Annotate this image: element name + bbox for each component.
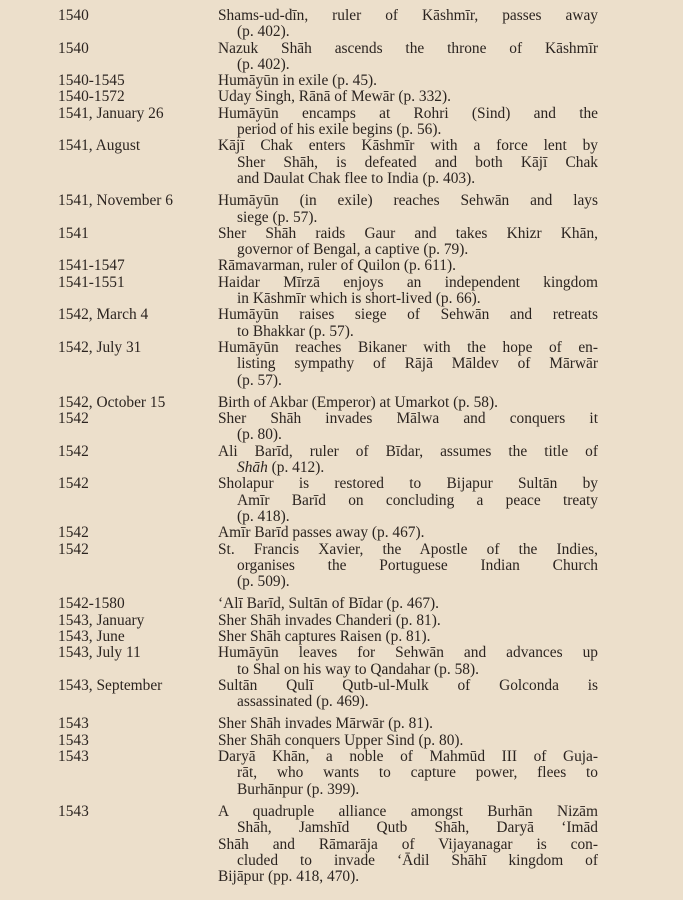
- entry-description: [218, 193, 598, 226]
- chronology-entry: [58, 41, 598, 74]
- entry-description: [218, 613, 598, 629]
- chronology-entry: [58, 275, 598, 308]
- entry-line: organises the Portuguese Indian Church: [237, 556, 598, 574]
- chronology-entry: [58, 138, 598, 187]
- entry-line: Shāh and Rāmarāja of Vijayanagar is con-: [218, 835, 598, 853]
- entry-line: Humāyūn (in exile) reaches Sehwān and lays: [218, 192, 598, 210]
- entry-line: Bijāpur (pp. 418, 470).: [218, 868, 360, 886]
- entry-date: 1543: [58, 715, 89, 733]
- entry-line: (p. 402).: [237, 55, 290, 73]
- entry-description: [218, 73, 598, 89]
- entry-line: Amīr Barīd on concluding a peace treaty: [237, 491, 598, 509]
- entry-line: assassinated (p. 469).: [237, 693, 369, 711]
- entry-line: Burhānpur (p. 399).: [237, 780, 360, 798]
- entry-line: Humāyūn leaves for Sehwān and advances up: [218, 644, 598, 662]
- chronology-entry: [58, 749, 598, 798]
- chronology-entry: [58, 8, 598, 41]
- entry-date: 1542: [58, 540, 89, 558]
- entry-description: [218, 733, 598, 749]
- entry-description: [218, 476, 598, 525]
- entry-line: siege (p. 57).: [237, 208, 318, 226]
- entry-date: 1543: [58, 731, 89, 749]
- entry-line: Shāh, Jamshīd Qutb Shāh, Daryā ‘Imād: [237, 819, 598, 837]
- entry-line: Sher Shāh invades Chanderi (p. 81).: [218, 611, 441, 629]
- entry-description: [218, 749, 598, 798]
- entry-line: Sher Shāh invades Mārwār (p. 81).: [218, 715, 433, 733]
- entry-line: Uday Singh, Rānā of Mewār (p. 332).: [218, 88, 451, 106]
- entry-line: cluded to invade ‘Ādil Shāhī kingdom of: [237, 851, 598, 869]
- chronology-entry: [58, 89, 598, 105]
- entry-line: Humāyūn reaches Bikaner with the hope of en-: [218, 338, 598, 356]
- chronology-entry: [58, 73, 598, 89]
- entry-description: [218, 106, 598, 139]
- entry-line: Sher Shāh conquers Upper Sind (p. 80).: [218, 731, 464, 749]
- chronology-entry: [58, 596, 598, 612]
- entry-line: Amīr Barīd passes away (p. 467).: [218, 524, 425, 542]
- chronology-entry: [58, 476, 598, 525]
- chronology-entry: [58, 395, 598, 411]
- entry-line: listing sympathy of Rājā Māldev of Mārwār: [237, 355, 598, 373]
- chronology-entry: [58, 226, 598, 259]
- entry-date: 1541, January 26: [58, 104, 164, 122]
- entry-date: 1543, January: [58, 611, 145, 629]
- entry-line: Humāyūn raises siege of Sehwān and retreats: [218, 306, 598, 324]
- entry-line: (p. 57).: [237, 371, 282, 389]
- entry-date: 1541-1551: [58, 273, 125, 291]
- entry-description: [218, 258, 598, 274]
- entry-description: [218, 716, 598, 732]
- entry-description: [218, 542, 598, 591]
- chronology-entry: [58, 542, 598, 591]
- chronology-entry: [58, 613, 598, 629]
- entry-date: 1542: [58, 475, 89, 493]
- entry-date: 1542: [58, 410, 89, 428]
- entry-date: 1542, October 15: [58, 393, 166, 411]
- chronology-entry: [58, 733, 598, 749]
- entry-description: [218, 645, 598, 678]
- entry-line: Sher Shāh raids Gaur and takes Khizr Khān,: [218, 224, 598, 242]
- entry-date: 1542: [58, 524, 89, 542]
- entry-line: Rāmavarman, ruler of Quilon (p. 611).: [218, 257, 456, 275]
- entry-description: [218, 678, 598, 711]
- entry-description: [218, 89, 598, 105]
- entry-line: Sher Shāh invades Mālwa and conquers it: [218, 410, 598, 428]
- entry-date: 1541, August: [58, 137, 141, 155]
- entry-line: ‘Alī Barīd, Sultān of Bīdar (p. 467).: [218, 595, 439, 613]
- entry-line: A quadruple alliance amongst Burhān Nizām: [218, 802, 598, 820]
- entry-description: [218, 41, 598, 74]
- entry-date: 1541, November 6: [58, 192, 173, 210]
- entry-description: [218, 411, 598, 444]
- entry-date: 1542, March 4: [58, 306, 149, 324]
- entry-line: Haidar Mīrzā enjoys an independent kingdom: [218, 273, 598, 291]
- chronology-entry: [58, 525, 598, 541]
- entry-line: (p. 402).: [237, 23, 290, 41]
- entry-description: [218, 226, 598, 259]
- entry-date: 1543: [58, 748, 89, 766]
- entry-line: St. Francis Xavier, the Apostle of the Indies,: [218, 540, 598, 558]
- entry-line: (p. 418).: [237, 507, 290, 525]
- entry-line: and Daulat Chak flee to India (p. 403).: [237, 169, 476, 187]
- entry-line: (p. 80).: [237, 426, 282, 444]
- chronology-entry: [58, 716, 598, 732]
- entry-line: Sher Shāh captures Raisen (p. 81).: [218, 627, 431, 645]
- entry-date: 1541-1547: [58, 257, 125, 275]
- entry-line: Shams-ud-dīn, ruler of Kāshmīr, passes away: [218, 7, 598, 24]
- entry-description: [218, 340, 598, 389]
- entry-line: Nazuk Shāh ascends the throne of Kāshmīr: [218, 39, 598, 57]
- entry-description: [218, 307, 598, 340]
- chronology-entry: [58, 629, 598, 645]
- entry-line: Daryā Khān, a noble of Mahmūd III of Guja-: [218, 748, 598, 766]
- chronology-entry: [58, 678, 598, 711]
- entry-date: 1540-1545: [58, 72, 125, 90]
- entry-line: (p. 509).: [237, 573, 290, 591]
- entry-date: 1543, June: [58, 627, 125, 645]
- entry-date: 1542, July 31: [58, 338, 142, 356]
- entry-description: [218, 525, 598, 541]
- entry-date: 1540: [58, 7, 89, 24]
- entry-line: Humāyūn in exile (p. 45).: [218, 72, 378, 90]
- entry-line: in Kāshmīr which is short-lived (p. 66).: [237, 290, 481, 308]
- entry-date: 1543: [58, 802, 89, 820]
- chronology-entry: [58, 444, 598, 477]
- chronology-entry: [58, 645, 598, 678]
- entry-date: 1541: [58, 224, 89, 242]
- chronology-entry: [58, 258, 598, 274]
- entry-date: 1542: [58, 442, 89, 460]
- entry-description: [218, 804, 598, 885]
- entry-date: 1540: [58, 39, 89, 57]
- chronology-entry: [58, 106, 598, 139]
- entry-line: Kājī Chak enters Kāshmīr with a force lent by: [218, 137, 598, 155]
- entry-description: [218, 8, 598, 41]
- entry-line: Humāyūn encamps at Rohri (Sind) and the: [218, 104, 598, 122]
- entry-date: 1542-1580: [58, 595, 125, 613]
- chronology-entry: [58, 340, 598, 389]
- entry-line: to Bhakkar (p. 57).: [237, 322, 354, 340]
- entry-line: to Shal on his way to Qandahar (p. 58).: [237, 660, 479, 678]
- entry-description: [218, 138, 598, 187]
- entry-line: Ali Barīd, ruler of Bīdar, assumes the title of: [218, 442, 598, 460]
- entry-description: [218, 629, 598, 645]
- entry-line: Sher Shāh, is defeated and both Kājī Chak: [237, 153, 598, 171]
- italic-term: Shāh: [237, 459, 268, 477]
- entry-line: Birth of Akbar (Emperor) at Umarkot (p. 58).: [218, 393, 498, 411]
- entry-line: Shāh (p. 412).: [237, 459, 325, 477]
- entry-line: period of his exile begins (p. 56).: [237, 121, 442, 139]
- chronology-list: [58, 8, 598, 885]
- chronology-entry: [58, 804, 598, 885]
- chronology-entry: [58, 411, 598, 444]
- entry-line: governor of Bengal, a captive (p. 79).: [237, 241, 469, 259]
- entry-description: [218, 275, 598, 308]
- entry-date: 1543, September: [58, 676, 163, 694]
- entry-date: 1540-1572: [58, 88, 125, 106]
- entry-description: [218, 444, 598, 477]
- entry-date: 1543, July 11: [58, 644, 141, 662]
- chronology-entry: [58, 307, 598, 340]
- entry-line: Sultān Qulī Qutb-ul-Mulk of Golconda is: [218, 676, 598, 694]
- chronology-entry: [58, 193, 598, 226]
- entry-line: rāt, who wants to capture power, flees to: [237, 764, 598, 782]
- entry-line: Sholapur is restored to Bijapur Sultān by: [218, 475, 598, 493]
- entry-description: [218, 596, 598, 612]
- entry-description: [218, 395, 598, 411]
